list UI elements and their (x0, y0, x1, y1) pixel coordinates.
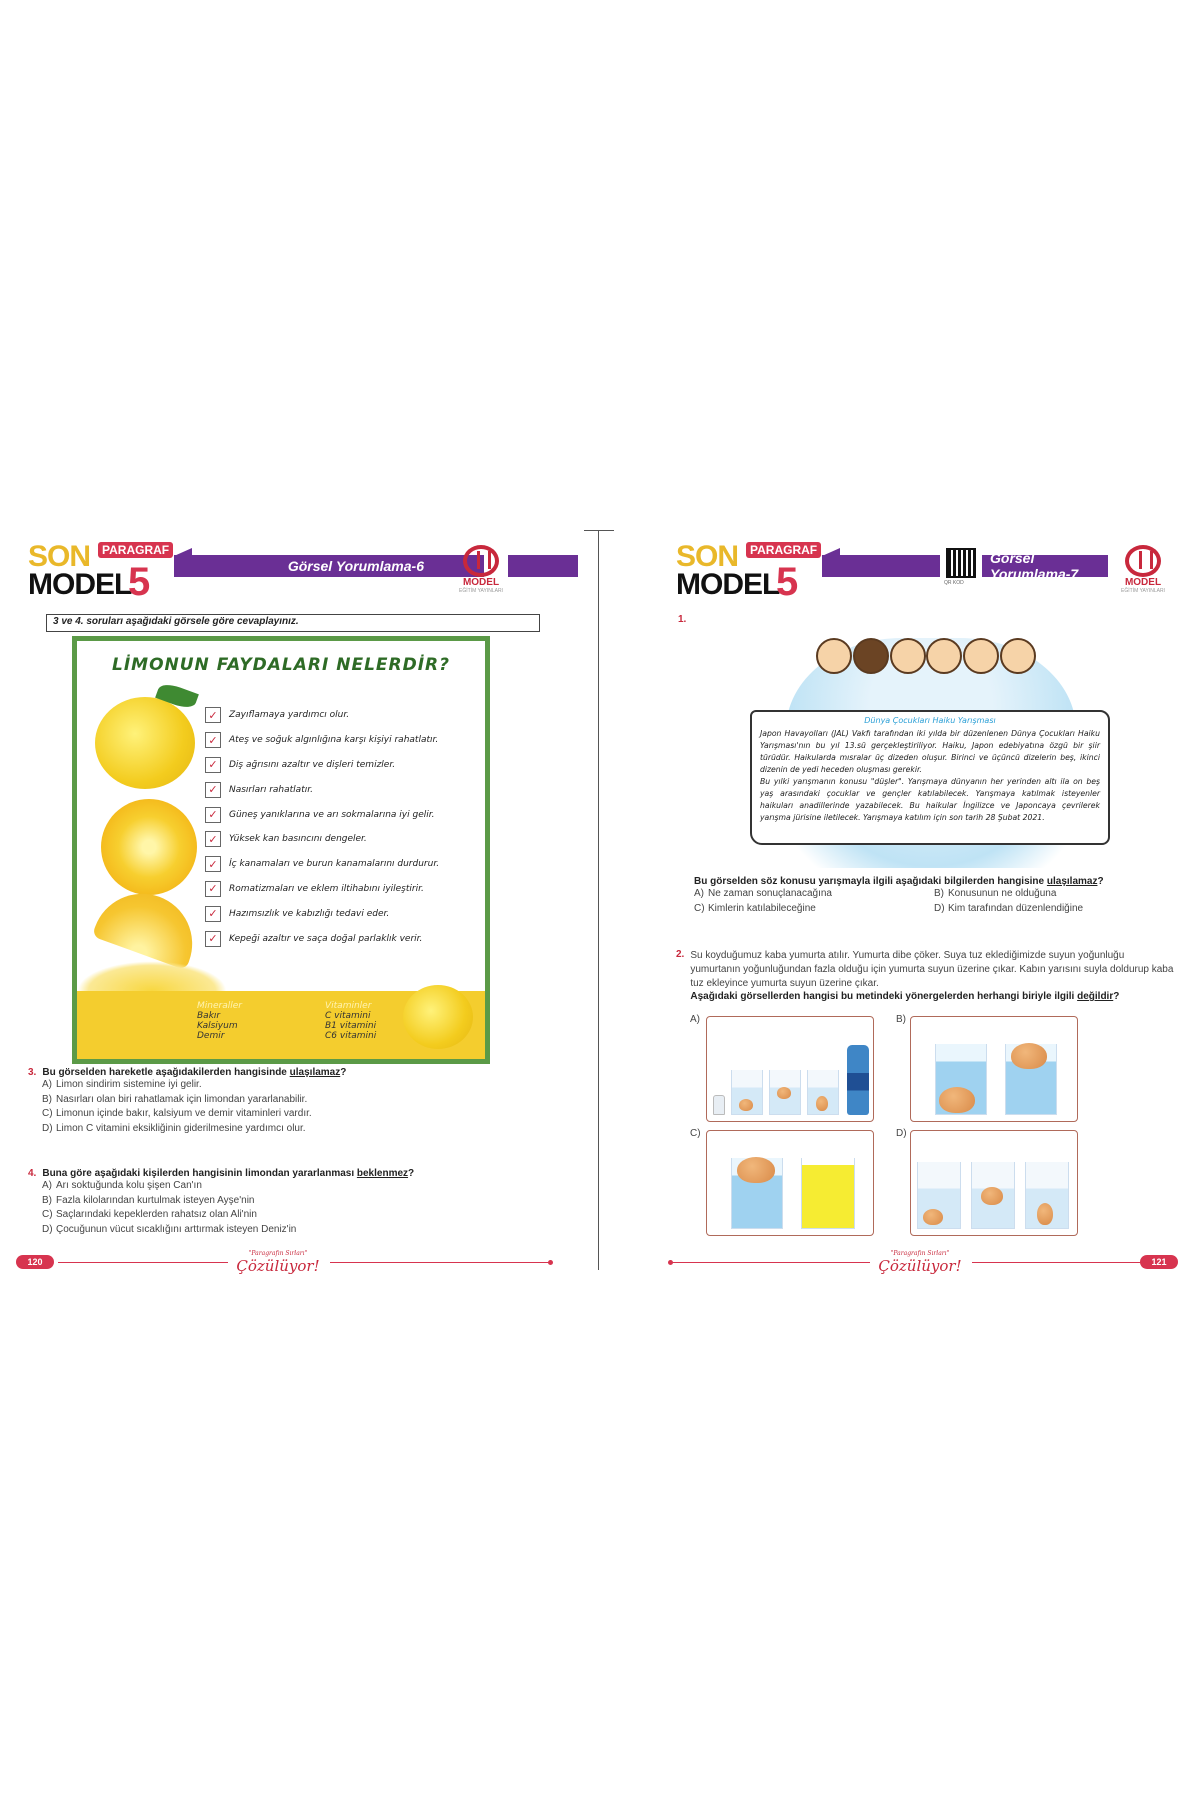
section-title-bar (174, 555, 484, 577)
option-text: Nasırları olan biri rahatlamak için limondan yararlanabilir. (56, 1093, 308, 1105)
child-icon (963, 638, 999, 674)
option-letter: C) (42, 1108, 53, 1119)
option-letter: D) (42, 1122, 53, 1134)
option-letter: A) (694, 888, 704, 899)
section-bar-head (822, 555, 940, 577)
stem-text: Aşağıdaki görsellerden hangisi bu metindeki yönergelerden herhangi biriyle ilgili (690, 991, 1078, 1002)
publisher-name: MODEL (1124, 577, 1162, 588)
checkmark-icon: ✓ (205, 732, 221, 748)
question-text-block (690, 949, 1176, 1002)
picture-option-a[interactable] (706, 1016, 874, 1122)
vitamins-list (325, 1001, 376, 1041)
option-text: Limon sindirim sistemine iyi gelir. (56, 1079, 202, 1090)
qr-code-icon[interactable] (946, 548, 976, 578)
child-icon (853, 638, 889, 674)
benefit-item (205, 827, 439, 852)
water-bottle-icon (847, 1045, 869, 1115)
question-stem (694, 876, 1184, 887)
checkmark-icon: ✓ (205, 757, 221, 773)
footer-rule (972, 1262, 1142, 1263)
question-stem (690, 991, 1176, 1002)
benefit-item (205, 802, 439, 827)
answer-option-d[interactable] (42, 1122, 568, 1137)
option-text: Kim tarafından düzenlendiğine (948, 902, 1084, 914)
footer-slogan (870, 1250, 970, 1276)
vitamin-item: C6 vitamini (325, 1031, 377, 1041)
brand-model: MODEL (676, 568, 780, 601)
brand-logo (28, 540, 168, 605)
question-1 (694, 876, 1184, 916)
brand-paragraf: PARAGRAF (98, 542, 173, 558)
benefit-item (205, 777, 439, 802)
option-text: Çocuğunun vücut sıcaklığını arttırmak isteyen Deniz'in (56, 1223, 297, 1235)
question-number: 3. (28, 1067, 37, 1078)
juice-splash-image (77, 961, 227, 991)
section-title-bar (982, 550, 1108, 582)
publisher-logo (456, 545, 506, 600)
child-icon (890, 638, 926, 674)
lemon-wedge-image (92, 880, 206, 971)
egg-icon (981, 1187, 1003, 1205)
stem-end: ? (1113, 991, 1120, 1002)
page-header (676, 540, 1176, 605)
section-title: Görsel Yorumlama-6 (287, 558, 424, 574)
answer-option-d[interactable] (42, 1223, 568, 1238)
option-text: Limonun içinde bakır, kalsiyum ve demir vitaminleri vardır. (56, 1108, 312, 1119)
answer-option-c[interactable] (42, 1208, 568, 1223)
page-spine (598, 530, 599, 1270)
answer-option-a[interactable] (42, 1179, 568, 1194)
egg-icon (737, 1157, 775, 1183)
vitamin-item: C vitamini (325, 1011, 371, 1021)
stem-emphasis: ulaşılamaz (289, 1067, 341, 1078)
brand-son: SON (28, 540, 91, 573)
vitamin-item: B1 vitamini (325, 1021, 377, 1031)
benefit-item (205, 753, 439, 778)
benefit-item (205, 877, 439, 902)
option-letter: B) (934, 888, 944, 899)
question-number: 1. (678, 614, 687, 625)
checkmark-icon: ✓ (205, 931, 221, 947)
children-illustration (816, 628, 1036, 708)
option-text: Arı soktuğunda kolu şişen Can'ın (56, 1180, 202, 1191)
brand-paragraf: PARAGRAF (746, 542, 821, 558)
spine-cap (584, 530, 614, 531)
brand-number: 5 (128, 560, 151, 604)
egg-icon (923, 1209, 943, 1225)
answer-options (694, 887, 1184, 916)
question-body (676, 949, 1176, 1002)
option-text: Kimlerin katılabileceğine (708, 902, 816, 914)
child-icon (926, 638, 962, 674)
page-header (28, 540, 588, 605)
publisher-mark-icon (463, 545, 499, 577)
answer-option-b[interactable] (934, 887, 1134, 902)
salt-shaker-icon (713, 1095, 725, 1115)
egg-icon (939, 1087, 975, 1113)
stem-end: ? (1097, 876, 1104, 887)
benefit-text: Zayıflamaya yardımcı olur. (229, 710, 350, 721)
benefit-item (205, 703, 439, 728)
answer-option-b[interactable] (42, 1093, 568, 1108)
slogan-small: "Paragrafın Sırları" (890, 1250, 950, 1257)
stem-emphasis: değildir (1077, 991, 1114, 1002)
vitamins-title: Vitaminler (325, 1001, 372, 1011)
benefit-checklist (205, 703, 439, 951)
stem-text: Bu görselden hareketle aşağıdakilerden hangisinde (42, 1067, 290, 1078)
footer-dot (548, 1260, 553, 1265)
answer-option-b[interactable] (42, 1194, 568, 1209)
publisher-mark-icon (1125, 545, 1161, 577)
benefit-item (205, 728, 439, 753)
answer-option-c[interactable] (694, 902, 934, 917)
mineral-item: Demir (197, 1031, 225, 1041)
egg-icon (739, 1099, 753, 1111)
nutrient-band (77, 991, 485, 1059)
option-label-b: B) (896, 1014, 906, 1025)
instruction-box: 3 ve 4. soruları aşağıdaki görsele göre cevaplayınız. (46, 614, 540, 632)
question-number: 4. (28, 1168, 37, 1179)
qr-label: QR KOD (944, 580, 964, 586)
question-4 (28, 1168, 568, 1237)
option-letter: C) (42, 1209, 53, 1220)
option-letter: D) (42, 1223, 53, 1235)
footer-rule (330, 1262, 550, 1263)
page-number: 120 (16, 1255, 54, 1269)
answer-option-a[interactable] (42, 1078, 568, 1093)
stem-text: Buna göre aşağıdaki kişilerden hangisinin limondan yararlanması (42, 1168, 357, 1179)
checkmark-icon: ✓ (205, 856, 221, 872)
option-text: Konusunun ne olduğuna (948, 888, 1057, 899)
lemon-image (403, 985, 473, 1049)
checkmark-icon: ✓ (205, 807, 221, 823)
option-label-c: C) (690, 1128, 701, 1139)
notice-title: Dünya Çocukları Haiku Yarışması (864, 716, 996, 725)
stem-emphasis: ulaşılamaz (1046, 876, 1098, 887)
benefit-text: Yüksek kan basıncını dengeler. (229, 834, 367, 845)
benefit-text: Diş ağrısını azaltır ve dişleri temizler. (229, 759, 396, 770)
haiku-illustration (760, 628, 1100, 878)
stem-end: ? (340, 1067, 347, 1078)
option-label-d: D) (896, 1128, 907, 1139)
option-letter: A) (42, 1180, 52, 1191)
option-label-a: A) (690, 1014, 700, 1025)
section-bar-tail (508, 555, 578, 577)
option-letter: D) (934, 902, 945, 914)
option-letter: A) (42, 1079, 52, 1090)
whole-lemon-image (95, 697, 195, 789)
stem-end: ? (408, 1168, 415, 1179)
benefit-text: Nasırları rahatlatır. (229, 784, 313, 795)
publisher-subtitle: EĞİTİM YAYINLARI (459, 588, 503, 594)
egg-icon (1037, 1203, 1053, 1225)
picture-option-b[interactable] (910, 1016, 1078, 1122)
benefit-text: İç kanamaları ve burun kanamalarını durdurur. (229, 859, 440, 870)
benefit-text: Güneş yanıklarına ve arı sokmalarına iyi gelir. (229, 809, 435, 820)
benefit-text: Kepeği azaltır ve saça doğal parlaklık verir. (229, 933, 423, 944)
question-passage: Su koyduğumuz kaba yumurta atılır. Yumurta dibe çöker. Suya tuz eklediğimizde suyun yoğunluğu yumurtanın yoğunluğundan fazla olduğu için yumurta suyun üzerine çıkar. Kabın yarısını suyla doldurup kaba tuz ekleyince yumurta suyun üzerine çıkar. (690, 950, 1174, 989)
picture-option-d[interactable] (910, 1130, 1078, 1236)
checkmark-icon: ✓ (205, 782, 221, 798)
egg-icon (816, 1096, 828, 1111)
page-footer (676, 1250, 1176, 1275)
brand-model: MODEL (28, 568, 132, 601)
benefit-item (205, 901, 439, 926)
option-text: Ne zaman sonuçlanacağına (708, 888, 832, 899)
notice-paragraph: Japon Havayolları (JAL) Vakfı tarafından iki yılda bir düzenlenen Dünya Çocukları Haiku Yarışması'nın bu yıl 13.sü gerçekleştiriliyor. Haiku, Japon edebiyatına özgü bir şiir türüdür. Haikularda mısralar üç dizeden oluşur. Birinci ve üçüncü dizelerin beş, ikinci dizenin de yedi heceden oluşması gerekir. (760, 729, 1100, 774)
question-stem (28, 1067, 568, 1078)
brand-son: SON (676, 540, 739, 573)
egg-icon (1011, 1043, 1047, 1069)
mineral-item: Kalsiyum (197, 1021, 238, 1031)
picture-option-c[interactable] (706, 1130, 874, 1236)
poster-title: LİMONUN FAYDALARI NELERDİR? (112, 655, 450, 675)
brand-number: 5 (776, 560, 799, 604)
egg-icon (777, 1087, 791, 1099)
option-text: Saçlarındaki kepeklerden rahatsız olan Ali'nin (56, 1209, 257, 1220)
haiku-notice-card (750, 710, 1110, 845)
publisher-logo (1118, 545, 1168, 600)
question-3 (28, 1067, 568, 1136)
benefit-text: Ateş ve soğuk algınlığına karşı kişiyi rahatlatır. (229, 735, 439, 746)
page-number: 121 (1140, 1255, 1178, 1269)
checkmark-icon: ✓ (205, 831, 221, 847)
slogan-big: Çözülüyor! (236, 1257, 320, 1275)
page-footer (27, 1250, 588, 1275)
slogan-big: Çözülüyor! (878, 1257, 962, 1275)
lemon-slice-image (101, 799, 197, 895)
question-stem (28, 1168, 568, 1179)
option-letter: B) (42, 1194, 52, 1206)
answer-option-d[interactable] (934, 902, 1134, 917)
stem-text: Bu görselden söz konusu yarışmayla ilgili aşağıdaki bilgilerden hangisine (694, 876, 1047, 887)
option-letter: C) (694, 902, 705, 914)
publisher-subtitle: EĞİTİM YAYINLARI (1121, 588, 1165, 594)
lemonade-glass-icon (801, 1158, 855, 1229)
child-icon (1000, 638, 1036, 674)
footer-rule (670, 1262, 870, 1263)
option-text: Limon C vitamini eksikliğinin giderilmesine yardımcı olur. (56, 1122, 306, 1134)
notice-paragraph: Bu yılki yarışmanın konusu "düşler". Yarışmaya dünyanın her yerinden altı ila on beş yaş arasındaki çocuklar ve gençler katılabilecek. Yarışmaya katılmak isteyenler haikuları anadillerinde yazabilecek. Bu haikular İngilizce ve Japoncaya çevrilerek yarışma jürisine iletilecek. Yarışmaya katılım için son tarih 28 Şubat 2021. (760, 777, 1100, 822)
benefit-text: Hazımsızlık ve kabızlığı tedavi eder. (229, 908, 390, 919)
section-title: Görsel Yorumlama-7 (990, 550, 1079, 582)
question-2 (676, 949, 1176, 1002)
benefit-item (205, 926, 439, 951)
left-page (27, 540, 588, 1275)
brand-logo (676, 540, 816, 605)
minerals-list (197, 1001, 242, 1041)
minerals-title: Mineraller (197, 1001, 242, 1011)
slogan-small: "Paragrafın Sırları" (248, 1250, 308, 1257)
footer-rule (58, 1262, 228, 1263)
child-icon (816, 638, 852, 674)
checkmark-icon: ✓ (205, 906, 221, 922)
option-text: Fazla kilolarından kurtulmak isteyen Ayşe'nin (56, 1194, 255, 1206)
lemon-poster (72, 636, 490, 1064)
answer-option-c[interactable] (42, 1107, 568, 1122)
benefit-text: Romatizmaları ve eklem iltihabını iyileştirir. (229, 883, 424, 894)
right-page (676, 540, 1176, 1275)
question-number: 2. (676, 949, 685, 960)
publisher-name: MODEL (462, 577, 500, 588)
answer-option-a[interactable] (694, 887, 934, 902)
checkmark-icon: ✓ (205, 707, 221, 723)
stem-emphasis: beklenmez (356, 1168, 409, 1179)
checkmark-icon: ✓ (205, 881, 221, 897)
mineral-item: Bakır (197, 1011, 221, 1021)
option-letter: B) (42, 1093, 52, 1105)
benefit-item (205, 852, 439, 877)
footer-slogan (228, 1250, 328, 1276)
